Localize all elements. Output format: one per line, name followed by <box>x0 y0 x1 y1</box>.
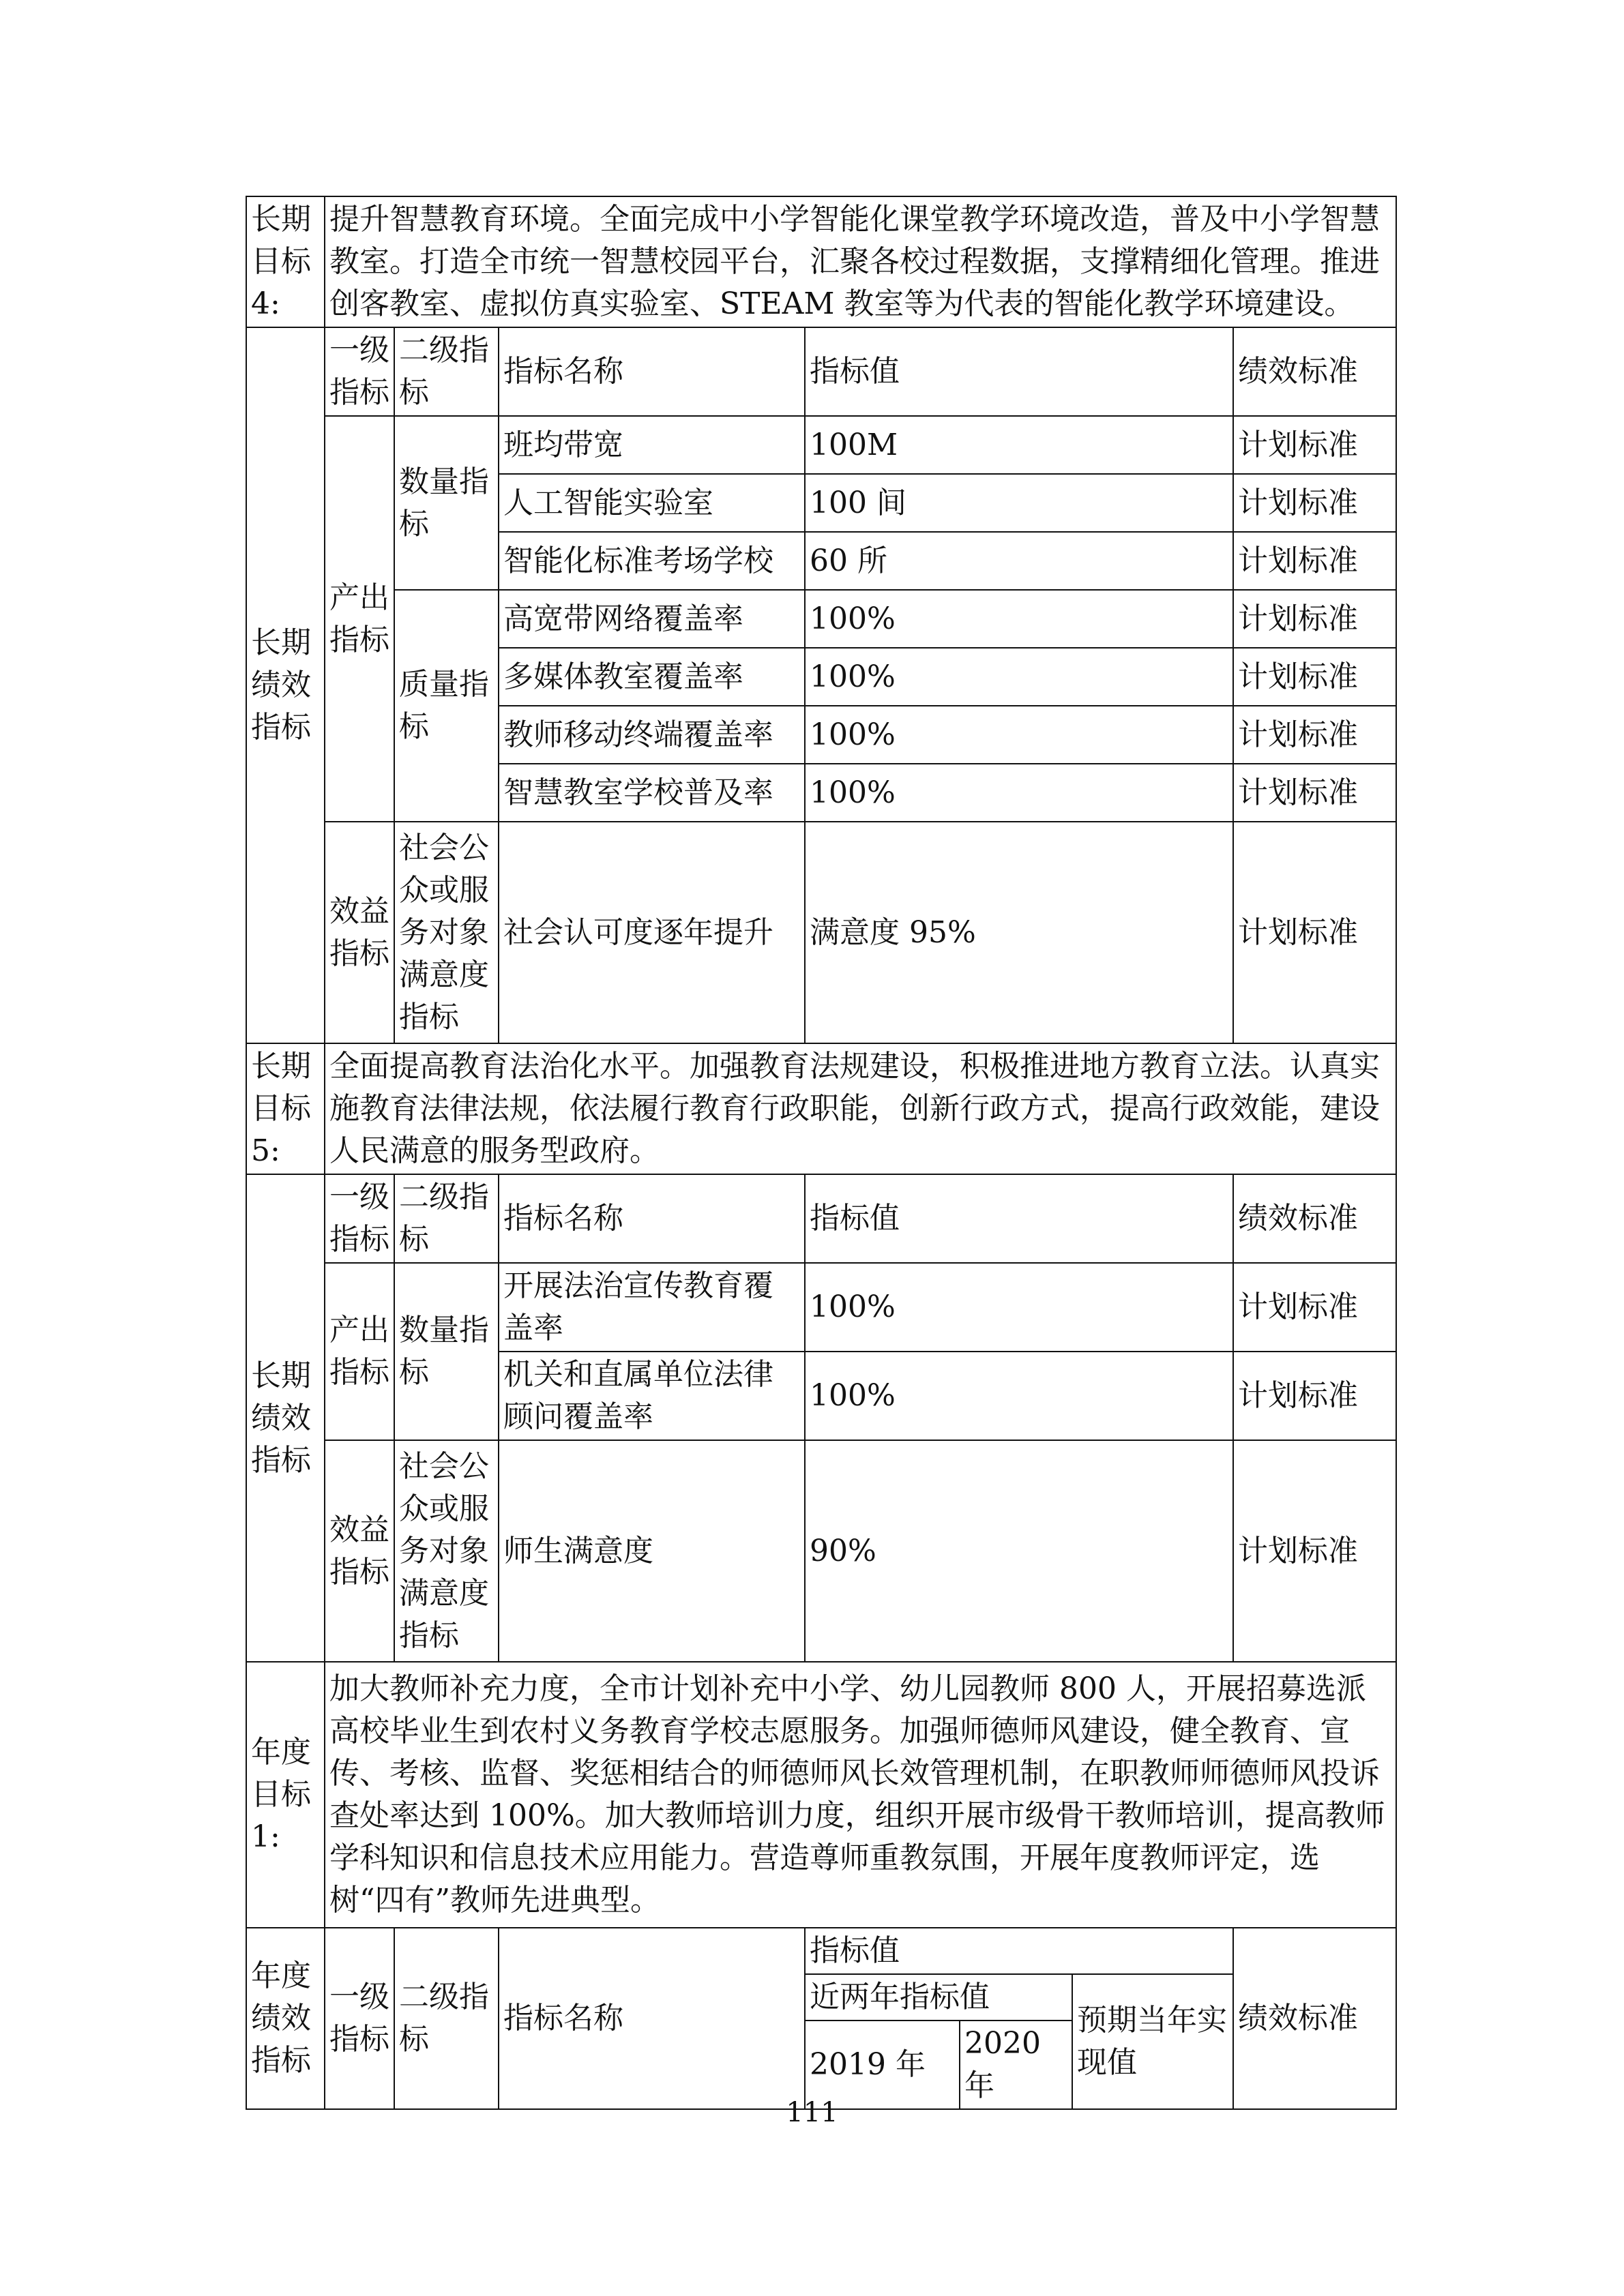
perf4-header-name: 指标名称 <box>499 327 805 416</box>
perf4-row-standard: 计划标准 <box>1233 822 1396 1043</box>
perf5-row-name: 师生满意度 <box>499 1440 805 1662</box>
perf4-header-standard: 绩效标准 <box>1233 327 1396 416</box>
perf5-benefit-label: 效益指标 <box>325 1440 394 1662</box>
goal4-text: 提升智慧教育环境。全面完成中小学智能化课堂教学环境改造，普及中小学智慧教室。打造全市统一智慧校园平台，汇聚各校过程数据，支撑精细化管理。推进创客教室、虚拟仿真实验室、STEAM 教室等为代表的智能化教学环境建设。 <box>325 196 1396 327</box>
perf4-header-level1: 一级指标 <box>325 327 394 416</box>
perf4-row-standard: 计划标准 <box>1233 532 1396 590</box>
perf5-row-standard: 计划标准 <box>1233 1440 1396 1662</box>
perf5-header-level2: 二级指标 <box>394 1174 499 1263</box>
perf5-header-name: 指标名称 <box>499 1174 805 1263</box>
perf4-row-name: 社会认可度逐年提升 <box>499 822 805 1043</box>
annual-header-standard: 绩效标准 <box>1233 1928 1396 2109</box>
perf5-header-standard: 绩效标准 <box>1233 1174 1396 1263</box>
perf4-row-standard: 计划标准 <box>1233 416 1396 474</box>
annual-header-level2: 二级指标 <box>394 1928 499 2109</box>
annual-goal1-label: 年度目标1: <box>246 1662 325 1928</box>
perf4-row-standard: 计划标准 <box>1233 648 1396 706</box>
perf4-row-name: 高宽带网络覆盖率 <box>499 590 805 648</box>
perf5-row-name: 机关和直属单位法律顾问覆盖率 <box>499 1352 805 1440</box>
perf4-row-standard: 计划标准 <box>1233 474 1396 532</box>
annual-header-name: 指标名称 <box>499 1928 805 2109</box>
perf4-header-level2: 二级指标 <box>394 327 499 416</box>
perf4-row-value: 60 所 <box>805 532 1233 590</box>
perf4-row-name: 多媒体教室覆盖率 <box>499 648 805 706</box>
perf4-row-name: 智慧教室学校普及率 <box>499 764 805 822</box>
perf5-header-value: 指标值 <box>805 1174 1233 1263</box>
perf4-benefit-label: 效益指标 <box>325 822 394 1043</box>
perf4-row-name: 智能化标准考场学校 <box>499 532 805 590</box>
perf4-row-value: 100% <box>805 590 1233 648</box>
perf4-quantity-label: 数量指标 <box>394 416 499 590</box>
perf5-quantity-label: 数量指标 <box>394 1263 499 1440</box>
perf5-row-value: 100% <box>805 1352 1233 1440</box>
perf4-row-value: 100 间 <box>805 474 1233 532</box>
perf5-satisfaction-label: 社会公众或服务对象满意度指标 <box>394 1440 499 1662</box>
perf4-row-standard: 计划标准 <box>1233 590 1396 648</box>
page-number: 111 <box>786 2097 838 2128</box>
perf5-label: 长期绩效指标 <box>246 1174 325 1662</box>
perf5-row-value: 90% <box>805 1440 1233 1662</box>
perf4-satisfaction-label: 社会公众或服务对象满意度指标 <box>394 822 499 1043</box>
perf5-output-label: 产出指标 <box>325 1263 394 1440</box>
perf4-output-label: 产出指标 <box>325 416 394 822</box>
perf5-header-level1: 一级指标 <box>325 1174 394 1263</box>
perf4-row-standard: 计划标准 <box>1233 706 1396 764</box>
perf4-row-value: 100% <box>805 764 1233 822</box>
perf4-label: 长期绩效指标 <box>246 327 325 1043</box>
perf5-row-standard: 计划标准 <box>1233 1352 1396 1440</box>
perf5-row-name: 开展法治宣传教育覆盖率 <box>499 1263 805 1352</box>
perf4-row-name: 人工智能实验室 <box>499 474 805 532</box>
annual-header-level1: 一级指标 <box>325 1928 394 2109</box>
performance-table <box>246 196 1397 2110</box>
perf4-row-standard: 计划标准 <box>1233 764 1396 822</box>
annual-header-2019: 2019 年 <box>805 2021 960 2109</box>
perf4-row-value: 满意度 95% <box>805 822 1233 1043</box>
perf5-row-standard: 计划标准 <box>1233 1263 1396 1352</box>
annual-header-value: 指标值 <box>805 1928 1233 1974</box>
perf4-header-value: 指标值 <box>805 327 1233 416</box>
annual-header-expected: 预期当年实现值 <box>1072 1974 1233 2109</box>
perf4-row-name: 班均带宽 <box>499 416 805 474</box>
annual-header-2020: 2020 年 <box>960 2021 1072 2109</box>
goal5-text: 全面提高教育法治化水平。加强教育法规建设，积极推进地方教育立法。认真实施教育法律法规，依法履行教育行政职能，创新行政方式，提高行政效能，建设人民满意的服务型政府。 <box>325 1043 1396 1174</box>
perf4-row-value: 100% <box>805 706 1233 764</box>
perf5-row-value: 100% <box>805 1263 1233 1352</box>
goal5-label: 长期目标5: <box>246 1043 325 1174</box>
annual-header-recent-two-years: 近两年指标值 <box>805 1974 1072 2021</box>
perf4-row-value: 100% <box>805 648 1233 706</box>
perf4-row-value: 100M <box>805 416 1233 474</box>
annual-goal1-text: 加大教师补充力度，全市计划补充中小学、幼儿园教师 800 人，开展招募选派高校毕业生到农村义务教育学校志愿服务。加强师德师风建设，健全教育、宣传、考核、监督、奖惩相结合的师德师风长效管理机制，在职教师师德师风投诉查处率达到 100%。加大教师培训力度，组织开展市级骨干教师培训，提高教师学科知识和信息技术应用能力。营造尊师重教氛围，开展年度教师评定，选树“四有”教师先进典型。 <box>325 1662 1396 1928</box>
perf4-row-name: 教师移动终端覆盖率 <box>499 706 805 764</box>
annual-perf-label: 年度绩效指标 <box>246 1928 325 2109</box>
goal4-label: 长期目标4: <box>246 196 325 327</box>
perf4-quality-label: 质量指标 <box>394 590 499 822</box>
